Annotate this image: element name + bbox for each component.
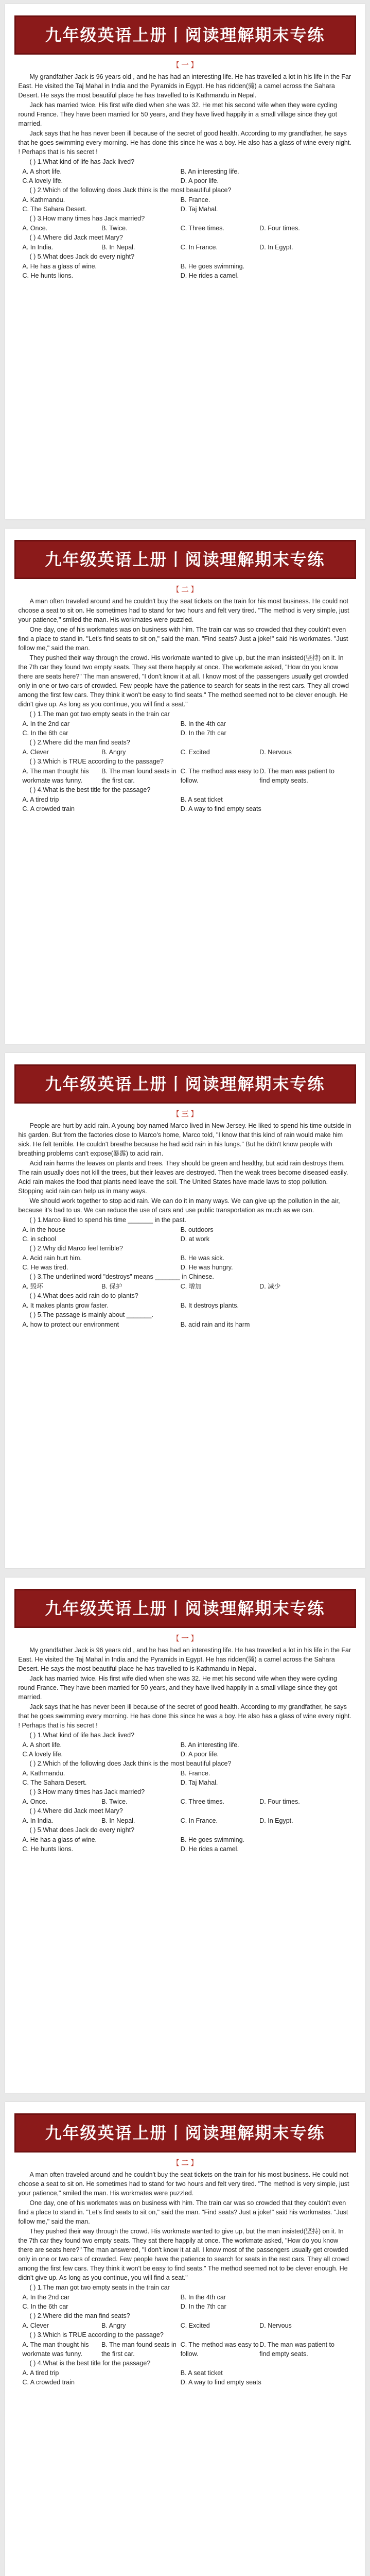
section-number: 二 xyxy=(181,585,189,594)
answer-option: D. Nervous xyxy=(259,749,292,756)
answer-options xyxy=(19,167,352,185)
answer-option: B. outdoors xyxy=(180,1226,214,1233)
question: ( ) 2.Why did Marco feel terrible? xyxy=(29,1245,123,1252)
answer-options xyxy=(19,1740,352,1759)
answer-options xyxy=(19,795,352,814)
answer-option: B. In the 4th car xyxy=(180,2294,226,2301)
question: ( ) 5.What does Jack do every night? xyxy=(29,253,135,260)
answer-option: C. He hunts lions. xyxy=(22,272,74,279)
answer-option: A. He has a glass of wine. xyxy=(22,263,97,270)
answer-option: B. Twice. xyxy=(101,225,128,232)
answer-option: C. Excited xyxy=(180,2322,210,2329)
answer-option: C. Three times. xyxy=(180,225,224,232)
question: ( ) 4.Where did Jack meet Mary? xyxy=(29,234,123,241)
passage-body xyxy=(5,597,365,814)
answer-option: A. A short life. xyxy=(22,1741,62,1749)
answer-option: B. A seat ticket xyxy=(180,2369,223,2377)
worksheet-page xyxy=(5,1053,365,1568)
answer-option: D. 减少 xyxy=(259,1283,281,1290)
answer-options xyxy=(19,748,352,757)
passage-paragraph: Jack has married twice. His first wife died when she was 32. He met his second wife when they were cycling round France. They have been married for 50 years, and they have lived happily in a small village since they got married. xyxy=(18,1675,338,1701)
answer-options xyxy=(19,224,352,233)
answer-option: B. France. xyxy=(180,1770,210,1777)
passage-body xyxy=(5,72,365,280)
answer-option: B. An interesting life. xyxy=(180,168,239,175)
answer-options xyxy=(19,2293,352,2311)
question: ( ) 1.What kind of life has Jack lived? xyxy=(29,158,135,165)
question: ( ) 4.Where did Jack meet Mary? xyxy=(29,1807,123,1815)
answer-option: A. how to protect our environment xyxy=(22,1321,119,1328)
passage-body xyxy=(5,1646,365,1854)
question: ( ) 4.What does acid rain do to plants? xyxy=(29,1292,138,1299)
answer-option: B. acid rain and its harm xyxy=(180,1321,250,1328)
answer-option: A. Clever xyxy=(22,2322,49,2329)
answer-options xyxy=(19,1301,352,1310)
answer-option: A. in the house xyxy=(22,1226,65,1233)
answer-option: C. In France. xyxy=(180,244,218,251)
answer-option: D. He rides a camel. xyxy=(180,272,239,279)
page-banner: 九年级英语上册丨阅读理解期末专练 xyxy=(14,2113,356,2153)
answer-options xyxy=(19,1816,352,1825)
page-banner: 九年级英语上册丨阅读理解期末专练 xyxy=(14,1064,356,1104)
question: ( ) 5.What does Jack do every night? xyxy=(29,1826,135,1834)
answer-option: D. Four times. xyxy=(259,225,300,232)
answer-option: B. An interesting life. xyxy=(180,1741,239,1749)
question: ( ) 3.Which is TRUE according to the passage? xyxy=(29,2331,164,2338)
answer-option: B. In Nepal. xyxy=(101,244,135,251)
worksheet-page xyxy=(5,529,365,1044)
answer-option: D. The man was patient to find empty seats. xyxy=(259,768,334,784)
answer-option: A. The man thought his workmate was funny. xyxy=(22,2341,89,2358)
answer-option: B. The man found seats in the first car. xyxy=(101,768,177,784)
answer-option: C. The Sahara Desert. xyxy=(22,1779,87,1786)
section-heading: 【 三 】 xyxy=(172,1110,198,1118)
answer-option: A. Kathmandu. xyxy=(22,196,65,204)
answer-options xyxy=(19,195,352,214)
answer-option: D. In Egypt. xyxy=(259,244,293,251)
passage-paragraph: Jack says that he has never been ill because of the secret of good health. According to my grandfather, he says that he goes swimming every morning. He has done this since he was a boy. He also has a glass of wine every night. ! Perhaps that is his secret ! xyxy=(18,130,351,156)
answer-option: D. In the 7th car xyxy=(180,730,226,737)
answer-option: B. In the 4th car xyxy=(180,720,226,727)
answer-option: A. In the 2nd car xyxy=(22,2294,70,2301)
answer-option: A. He has a glass of wine. xyxy=(22,1836,97,1843)
worksheet-page xyxy=(5,2102,365,2576)
section-heading: 【 二 】 xyxy=(172,585,198,594)
question: ( ) 5.The passage is mainly about _______. xyxy=(29,1311,153,1318)
page-banner: 九年级英语上册丨阅读理解期末专练 xyxy=(14,15,356,55)
passage-paragraph: My grandfather Jack is 96 years old , and he has had an interesting life. He has travelled a lot in his life in the Far East. He visited the Taj Mahal in India and the Pyramids in Egypt. He has ridden(骑) a camel across the Sahara Desert. He says the most beautiful place he has travelled to is Kathmandu in Nepal. xyxy=(18,73,351,99)
answer-option: C. He hunts lions. xyxy=(22,1845,74,1853)
answer-option: B. He goes swimming. xyxy=(180,263,245,270)
section-number: 二 xyxy=(181,2159,189,2167)
answer-options xyxy=(19,2321,352,2330)
answer-options xyxy=(19,1835,352,1854)
answer-option: B. A seat ticket xyxy=(180,796,223,803)
answer-option: D. In the 7th car xyxy=(180,2303,226,2310)
answer-option: A. Once. xyxy=(22,1798,48,1805)
section-number: 一 xyxy=(181,1634,189,1642)
section-heading: 【 一 】 xyxy=(172,61,198,69)
answer-options xyxy=(19,1282,352,1291)
answer-option: A. In India. xyxy=(22,1817,54,1824)
question: ( ) 3.Which is TRUE according to the passage? xyxy=(29,758,164,765)
answer-option: A. Kathmandu. xyxy=(22,1770,65,1777)
answer-option: A. Acid rain hurt him. xyxy=(22,1255,82,1262)
passage-paragraph: Jack says that he has never been ill because of the secret of good health. According to my grandfather, he says that he goes swimming every morning. He has done this since he was a boy. He also has a glass of wine every night. ! Perhaps that is his secret ! xyxy=(18,1703,351,1729)
answer-option: C.A lovely life. xyxy=(22,1751,63,1758)
answer-option: D. Nervous xyxy=(259,2322,292,2329)
answer-option: C. In France. xyxy=(180,1817,218,1824)
answer-options xyxy=(19,1769,352,1787)
answer-option: C. He was tired. xyxy=(22,1264,68,1271)
answer-option: C. In the 6th car xyxy=(22,2303,68,2310)
answer-option: B. He was sick. xyxy=(180,1255,225,1262)
answer-option: D. A poor life. xyxy=(180,1751,219,1758)
answer-option: D. A poor life. xyxy=(180,177,219,184)
answer-option: D. He rides a camel. xyxy=(180,1845,239,1853)
answer-option: B. Twice. xyxy=(101,1798,128,1805)
answer-options xyxy=(19,2340,352,2359)
answer-options xyxy=(19,767,352,785)
passage-paragraph: People are hurt by acid rain. A young boy named Marco lived in New Jersey. He liked to spend his time outside in his garden. But from the factories close to Marco's home, Marco told, "I know that this kind of rain would make him sick. He felt terrible. He couldn't breathe because he had acid rain in his lungs." But he didn't know people with breathing problems can't expose(暴露) to acid rain. xyxy=(18,1122,351,1157)
answer-option: C. The method was easy to follow. xyxy=(180,2341,259,2358)
answer-option: B. It destroys plants. xyxy=(180,1302,239,1309)
answer-options xyxy=(19,1797,352,1806)
answer-option: D. A way to find empty seats xyxy=(180,2379,261,2386)
answer-option: C. The method was easy to follow. xyxy=(180,768,259,784)
answer-option: A. In the 2nd car xyxy=(22,720,70,727)
passage-paragraph: They pushed their way through the crowd. His workmate wanted to give up, but the man insisted(坚持) on it. In the 7th car they found two empty seats. They sat there happily at once. The workmate asked, "How do you know there are seats here?" The man answered, "I don't know it at all. I know most of the passengers usually get crowded only in one or two cars of crowded. Few people have the patience to search for seats in the rest cars. They all crowd among the first few cars. They think it won't be easy to find seats." The method seemed not to be clever enough. He didn't give up. As long as you continue, you will find a seat." xyxy=(18,2228,349,2281)
passage-paragraph: One day, one of his workmates was on business with him. The train car was so crowded that they couldn't even find a place to stand in. "Let's find seats to sit on," said the man. "Find seats? Just a joke!" said his workmates. "Just follow me," said the man. xyxy=(18,626,348,652)
answer-option: D. Taj Mahal. xyxy=(180,206,218,213)
question: ( ) 3.The underlined word "destroys" means _______ in Chinese. xyxy=(29,1273,214,1280)
passage-body xyxy=(5,2170,365,2387)
question: ( ) 1.The man got two empty seats in the train car xyxy=(29,2284,170,2291)
answer-option: C. Excited xyxy=(180,749,210,756)
document xyxy=(0,4,370,2576)
passage-paragraph: Acid rain harms the leaves on plants and trees. They should be green and healthy, but acid rain destroys them. The rain usually does not kill the trees, but their leaves are destroyed. Then the weak trees become diseased easily. Acid rain makes the food that plants need leave the soil. The United States have made laws to stop pollution. Stopping acid rain can help us in many ways. xyxy=(18,1160,348,1195)
passage-paragraph: One day, one of his workmates was on business with him. The train car was so crowded that they couldn't even find a place to stand in. "Let's find seats to sit on," said the man. "Find seats? Just a joke!" said his workmates. "Just follow me," said the man. xyxy=(18,2199,348,2225)
answer-option: A. A short life. xyxy=(22,168,62,175)
answer-option: A. In India. xyxy=(22,244,54,251)
answer-option: B. Angry xyxy=(101,749,126,756)
answer-option: B. The man found seats in the first car. xyxy=(101,2341,177,2358)
answer-option: C. Three times. xyxy=(180,1798,224,1805)
question: ( ) 3.How many times has Jack married? xyxy=(29,1788,145,1795)
answer-option: D. In Egypt. xyxy=(259,1817,293,1824)
answer-option: A. Clever xyxy=(22,749,49,756)
answer-option: B. He goes swimming. xyxy=(180,1836,245,1843)
answer-option: D. He was hungry. xyxy=(180,1264,233,1271)
question: ( ) 3.How many times has Jack married? xyxy=(29,215,145,222)
page-banner: 九年级英语上册丨阅读理解期末专练 xyxy=(14,1589,356,1628)
answer-options xyxy=(19,2368,352,2387)
section-heading: 【 一 】 xyxy=(172,1634,198,1642)
passage-paragraph: A man often traveled around and he couldn't buy the seat tickets on the train for his most business. He could not choose a seat to sit on. He sometimes had to stand for two hours and felt very tired. "The method is very simple, just your patience," smiled the man. His workmates were puzzled. xyxy=(18,2171,349,2197)
passage-paragraph: They pushed their way through the crowd. His workmate wanted to give up, but the man insisted(坚持) on it. In the 7th car they found two empty seats. They sat there happily at once. The workmate asked, "How do you know there are seats here?" The man answered, "I don't know it at all. I know most of the passengers usually get crowded only in one or two cars of crowded. Few people have the patience to search for seats in the rest cars. They all crowd among the first few cars. They think it won't be easy to find seats." The method seemed not to be clever enough. He didn't give up. As long as you continue, you will find a seat." xyxy=(18,654,349,708)
answer-option: C. A crowded train xyxy=(22,2379,75,2386)
answer-option: C.A lovely life. xyxy=(22,177,63,184)
question: ( ) 4.What is the best title for the passage? xyxy=(29,786,151,793)
worksheet-page xyxy=(5,4,365,519)
answer-option: A. Once. xyxy=(22,225,48,232)
worksheet-page xyxy=(5,1578,365,2093)
answer-option: D. The man was patient to find empty seats. xyxy=(259,2341,334,2358)
answer-option: B. In Nepal. xyxy=(101,1817,135,1824)
answer-option: B. Angry xyxy=(101,2322,126,2329)
answer-options xyxy=(19,243,352,252)
answer-options xyxy=(19,1253,352,1272)
question: ( ) 1.What kind of life has Jack lived? xyxy=(29,1732,135,1739)
answer-options xyxy=(19,262,352,280)
section-number: 三 xyxy=(181,1110,189,1118)
question: ( ) 2.Which of the following does Jack think is the most beautiful place? xyxy=(29,1760,232,1767)
answer-option: D. at work xyxy=(180,1235,209,1243)
question: ( ) 1.Marco liked to spend his time _______ in the past. xyxy=(29,1216,186,1224)
question: ( ) 2.Where did the man find seats? xyxy=(29,739,130,746)
answer-option: C. A crowded train xyxy=(22,805,75,812)
answer-options xyxy=(19,1320,352,1329)
passage-paragraph: A man often traveled around and he couldn't buy the seat tickets on the train for his most business. He could not choose a seat to sit on. He sometimes had to stand for two hours and felt very tired. "The method is very simple, just your patience," smiled the man. His workmates were puzzled. xyxy=(18,598,349,623)
answer-option: B. 保护 xyxy=(101,1283,122,1290)
answer-option: D. Four times. xyxy=(259,1798,300,1805)
question: ( ) 2.Which of the following does Jack think is the most beautiful place? xyxy=(29,187,232,194)
section-number: 一 xyxy=(181,61,189,69)
question: ( ) 4.What is the best title for the passage? xyxy=(29,2360,151,2367)
question: ( ) 2.Where did the man find seats? xyxy=(29,2312,130,2319)
answer-option: C. in school xyxy=(22,1235,56,1243)
answer-option: A. The man thought his workmate was funny. xyxy=(22,768,89,784)
answer-option: C. In the 6th car xyxy=(22,730,68,737)
section-heading: 【 二 】 xyxy=(172,2159,198,2167)
answer-option: A. 毁坏 xyxy=(22,1283,43,1290)
passage-paragraph: Jack has married twice. His first wife died when she was 32. He met his second wife when they were cycling round France. They have been married for 50 years, and they have lived happily in a small village since they got married. xyxy=(18,101,338,127)
passage-paragraph: My grandfather Jack is 96 years old , and he has had an interesting life. He has travelled a lot in his life in the Far East. He visited the Taj Mahal in India and the Pyramids in Egypt. He has ridden(骑) a camel across the Sahara Desert. He says the most beautiful place he has travelled to is Kathmandu in Nepal. xyxy=(18,1647,351,1672)
answer-option: D. A way to find empty seats xyxy=(180,805,261,812)
passage-paragraph: We should work together to stop acid rain. We can do it in many ways. We can give up the pollution in the air, because it's bad to us. We can reduce the use of cars and use public transportation as much as we can. xyxy=(18,1197,340,1214)
passage-body xyxy=(5,1121,365,1329)
answer-option: D. Taj Mahal. xyxy=(180,1779,218,1786)
answer-options xyxy=(19,719,352,738)
answer-option: B. France. xyxy=(180,196,210,204)
answer-option: A. It makes plants grow faster. xyxy=(22,1302,109,1309)
page-banner: 九年级英语上册丨阅读理解期末专练 xyxy=(14,540,356,579)
answer-option: A. A tired trip xyxy=(22,2369,59,2377)
answer-options xyxy=(19,1225,352,1244)
answer-option: C. 增加 xyxy=(180,1283,202,1290)
answer-option: A. A tired trip xyxy=(22,796,59,803)
answer-option: C. The Sahara Desert. xyxy=(22,206,87,213)
question: ( ) 1.The man got two empty seats in the train car xyxy=(29,710,170,718)
